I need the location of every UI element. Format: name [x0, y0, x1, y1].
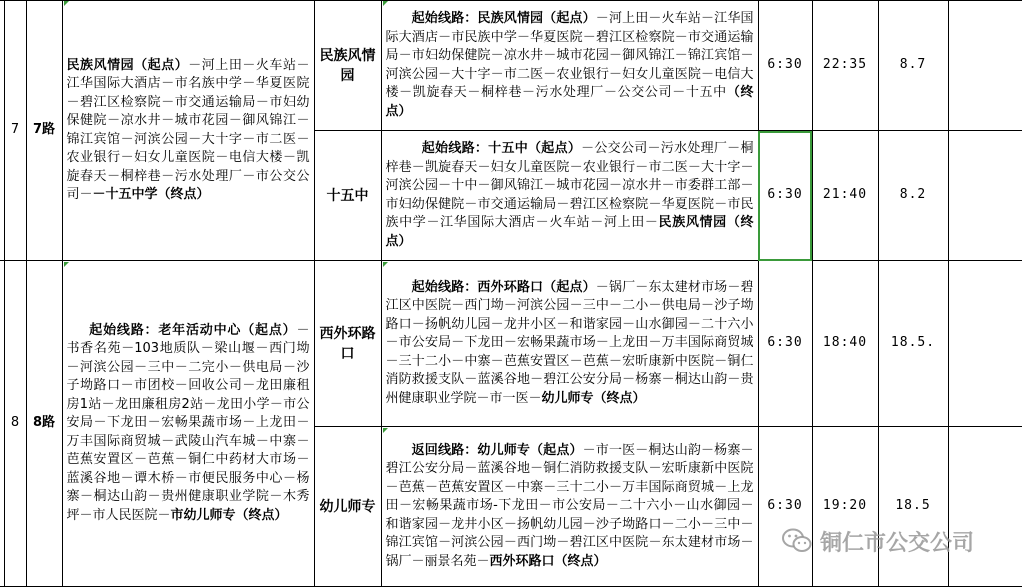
- route-name: 8路: [26, 261, 62, 587]
- cell-marker: [383, 428, 388, 433]
- first-bus-time: 6:30: [758, 261, 812, 427]
- route-description: [62, 1, 314, 261]
- empty-cell: [948, 131, 1022, 261]
- route-number: 8: [4, 261, 26, 587]
- line-start: 幼儿师专（起点）: [477, 442, 583, 458]
- route-description: [62, 261, 314, 587]
- route-desc-stops: －河上田－火车站－江华国际大酒店－市名族中学－华夏医院－碧江区检察院－市交通运输局－市妇幼保健院－凉水井－城市花园－御风锦江－锦江宾馆－河滨公园－大十字－市二医－农业银行－妇女儿童医院－电信大楼－凯旋春天－桐梓巷－污水处理厂－市公交公司－: [66, 57, 310, 202]
- last-bus-time: 21:40: [812, 131, 878, 261]
- first-bus-time: 6:30: [758, 427, 812, 587]
- line-stops: [381, 131, 758, 261]
- route-desc-end: －十五中学（终点）: [92, 187, 210, 202]
- route-number: 7: [4, 1, 26, 261]
- table-row: [0, 1, 1022, 131]
- line-end: 西外环路口（终点）: [489, 553, 607, 569]
- line-start: 民族风情园（起点）: [477, 11, 596, 26]
- route-length: 18.5: [878, 427, 948, 587]
- line-label: 返回线路：: [411, 442, 478, 458]
- cell-marker: [383, 262, 388, 267]
- line-label: 起始线路：: [411, 279, 478, 295]
- route-length: 8.7: [878, 1, 948, 131]
- cell-marker: [383, 1, 388, 6]
- line-start: 西外环路口（起点）: [477, 279, 596, 295]
- terminal-name: 民族风情园: [314, 1, 381, 131]
- table-row: [0, 261, 1022, 427]
- last-bus-time: 18:40: [812, 261, 878, 427]
- wechat-icon: [782, 528, 812, 554]
- line-end: 幼儿师专（终点）: [541, 390, 646, 406]
- line-stops: [381, 261, 758, 427]
- last-bus-time: 19:20: [812, 427, 878, 587]
- line-label: 起始线路：: [421, 141, 489, 156]
- line-stop-list: －锅厂－东太建材市场－碧江区中医院－西门坳－河滨公园－三中－二小－供电局－沙子坳路口－扬帆幼儿园－龙井小区－和谐家园－山水御园－二十六小－市公安局－下龙田－宏畅果蔬市场－上龙田－万丰国际商贸城－三十二小－中寨－芭蕉安置区－芭蕉－宏昕康新中医院－铜仁消防救援支队－蓝溪谷地－碧江公安分局－杨寨－桐达山韵－贵州健康职业学院－市一医－: [385, 279, 754, 406]
- empty-cell: [948, 427, 1022, 587]
- last-bus-time: 22:35: [812, 1, 878, 131]
- empty-cell: [948, 261, 1022, 427]
- line-stop-list: －河上田－火车站－江华国际大酒店－市民族中学－华夏医院－碧江区检察院－市交通运输局－市妇幼保健院－凉水井－城市花园－御风锦江－锦江宾馆－河滨公园－大十字－市二医－农业银行－妇女儿童医院－电信大楼－凯旋春天－桐梓巷－污水处理厂－公交公司－十五中: [385, 11, 754, 100]
- line-end: （终点）: [385, 85, 754, 119]
- line-stops: [381, 427, 758, 587]
- route-length: 8.2: [878, 131, 948, 261]
- route-desc-end: 市幼儿师专（终点）: [170, 507, 288, 523]
- terminal-name: 幼儿师专: [314, 427, 381, 587]
- watermark: [782, 526, 1022, 556]
- line-label: 起始线路：: [411, 11, 478, 26]
- terminal-name: 十五中: [314, 131, 381, 261]
- cell-marker: [64, 1, 69, 6]
- first-bus-time: 6:30: [758, 1, 812, 131]
- line-start: 十五中（起点）: [488, 141, 582, 156]
- empty-cell: [948, 1, 1022, 131]
- terminal-name: 西外环路口: [314, 261, 381, 427]
- route-desc-start: 民族风情园（起点）: [66, 57, 189, 73]
- line-stop-list: －公交公司－污水处理厂－桐梓巷－凯旋春天－妇女儿童医院－农业银行－市二医－大十字－河滨公园－十中－御风锦江－城市花园－凉水井－市委群工部－市妇幼保健院－市交通运输局－碧江区检察院－华夏医院－市民族中学－江华国际大酒店－火车站－河上田－: [385, 141, 754, 230]
- line-end: 民族风情园（终点）: [385, 215, 754, 249]
- route-desc-stops: －书香名苑－103地质队－梁山堰－西门坳－河滨公园－三中－二完小－供电局－沙子坳路口－市团校－回收公司－龙田廉租房1站－龙田廉租房2站－龙田小学－市公安局－下龙田－宏畅果蔬市场－上龙田－万丰国际商贸城－武陵山汽车城－中寨－芭蕉安置区－芭蕉－铜仁中药材大市场－蓝溪谷地－谭木桥－市便民服务中心－杨寨－桐达山韵－贵州健康职业学院－木秀坪－市人民医院－: [66, 322, 310, 523]
- watermark-text: 铜仁市公交公司: [820, 530, 975, 556]
- line-stop-list: －市一医－桐达山韵－杨寨－碧江公安分局－蓝溪谷地－铜仁消防救援支队－宏昕康新中医院－芭蕉－芭蕉安置区－中寨－三十二小－万丰国际商贸城－上龙田－宏畅果蔬市场-下龙田－市公安局－二十六小－山水御园－和谐家园－龙井小区－扬帆幼儿园－沙子坳路口－二小－三中－锦江宾馆－河滨公园－西门坳－碧江区中医院－东太建材市场－锅厂－丽景名苑－: [385, 442, 754, 569]
- route-length: 18.5.: [878, 261, 948, 427]
- line-stops: [381, 1, 758, 131]
- route-desc-start: 起始线路：老年活动中心（起点）: [88, 322, 297, 338]
- route-name: 7路: [26, 1, 62, 261]
- first-bus-time[interactable]: 6:30: [758, 131, 812, 261]
- cell-marker: [64, 262, 69, 267]
